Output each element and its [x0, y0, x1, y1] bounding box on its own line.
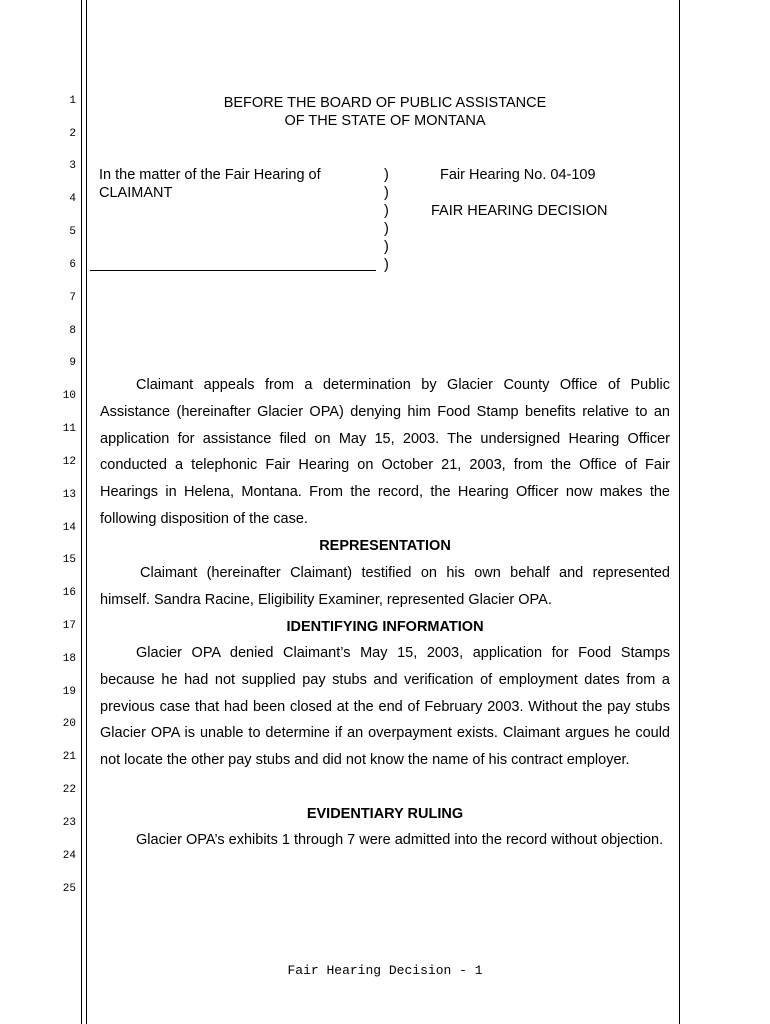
caption-case-number: Fair Hearing No. 04-109	[440, 167, 596, 183]
heading-evidentiary-ruling: EVIDENTIARY RULING	[306, 806, 464, 822]
evidentiary-paragraph: Glacier OPA’s exhibits 1 through 7 were admitted into the record without objection.	[136, 832, 664, 848]
page-footer: Fair Hearing Decision - 1	[287, 963, 483, 978]
line-number: 9	[69, 357, 76, 369]
line-number: 13	[62, 489, 76, 501]
representation-paragraph: Claimant (hereinafter Claimant) testified on his own behalf and represented himself. Sandra Racine, Eligibility Examiner, represented Glacier OPA.	[100, 565, 670, 608]
heading-representation: REPRESENTATION	[319, 538, 451, 554]
line-number: 14	[62, 522, 76, 534]
identifying-paragraph: Glacier OPA denied Claimant’s May 15, 2003, application for Food Stamps because he had not supplied pay stubs and verification of employment dates from a previous case that had been closed at the end of February 2003. Without the pay stubs Glacier OPA is unable to determine if an overpayment exists. Claimant argues he could not locate the other pay stubs and did not know the name of his contract employer.	[100, 645, 670, 769]
caption-matter-line: In the matter of the Fair Hearing of	[99, 167, 321, 183]
line-number: 1	[69, 95, 76, 107]
right-margin-rule	[679, 0, 680, 1024]
line-number: 8	[69, 325, 76, 337]
line-number: 6	[69, 259, 76, 271]
line-number: 4	[69, 193, 76, 205]
line-number: 21	[62, 751, 76, 763]
caption-document-title: FAIR HEARING DECISION	[431, 203, 608, 219]
line-number: 18	[62, 653, 76, 665]
line-number: 12	[62, 456, 76, 468]
line-number: 2	[69, 128, 76, 140]
header-board-title: BEFORE THE BOARD OF PUBLIC ASSISTANCE	[223, 95, 547, 111]
left-margin-rule-outer	[81, 0, 82, 1024]
line-number: 22	[62, 784, 76, 796]
line-number: 11	[62, 423, 76, 435]
line-number: 15	[62, 554, 76, 566]
line-number: 10	[62, 390, 76, 402]
line-number: 19	[62, 686, 76, 698]
line-number: 5	[69, 226, 76, 238]
caption-party-name: CLAIMANT	[99, 185, 173, 201]
caption-paren: )	[384, 239, 389, 255]
caption-signature-rule	[90, 270, 376, 271]
caption-paren: )	[384, 185, 389, 201]
intro-paragraph: Claimant appeals from a determination by Glacier County Office of Public Assistance (hereinafter Glacier OPA) denying him Food Stamp benefits relative to an application for assistance filed on May 15, 2003. The undersigned Hearing Officer conducted a telephonic Fair Hearing on October 21, 2003, from the Office of Fair Hearings in Helena, Montana. From the record, the Hearing Officer now makes the following disposition of the case.	[100, 377, 670, 527]
caption-paren: )	[384, 203, 389, 219]
line-number: 3	[69, 160, 76, 172]
line-number: 7	[69, 292, 76, 304]
line-number: 16	[62, 587, 76, 599]
line-number: 20	[62, 718, 76, 730]
header-state-title: OF THE STATE OF MONTANA	[284, 113, 486, 129]
heading-identifying-information: IDENTIFYING INFORMATION	[286, 619, 484, 635]
left-margin-rule-inner	[86, 0, 87, 1024]
line-number: 25	[62, 883, 76, 895]
caption-paren: )	[384, 221, 389, 237]
line-number: 23	[62, 817, 76, 829]
caption-paren: )	[384, 257, 389, 273]
line-number: 17	[62, 620, 76, 632]
caption-paren: )	[384, 167, 389, 183]
line-number: 24	[62, 850, 76, 862]
